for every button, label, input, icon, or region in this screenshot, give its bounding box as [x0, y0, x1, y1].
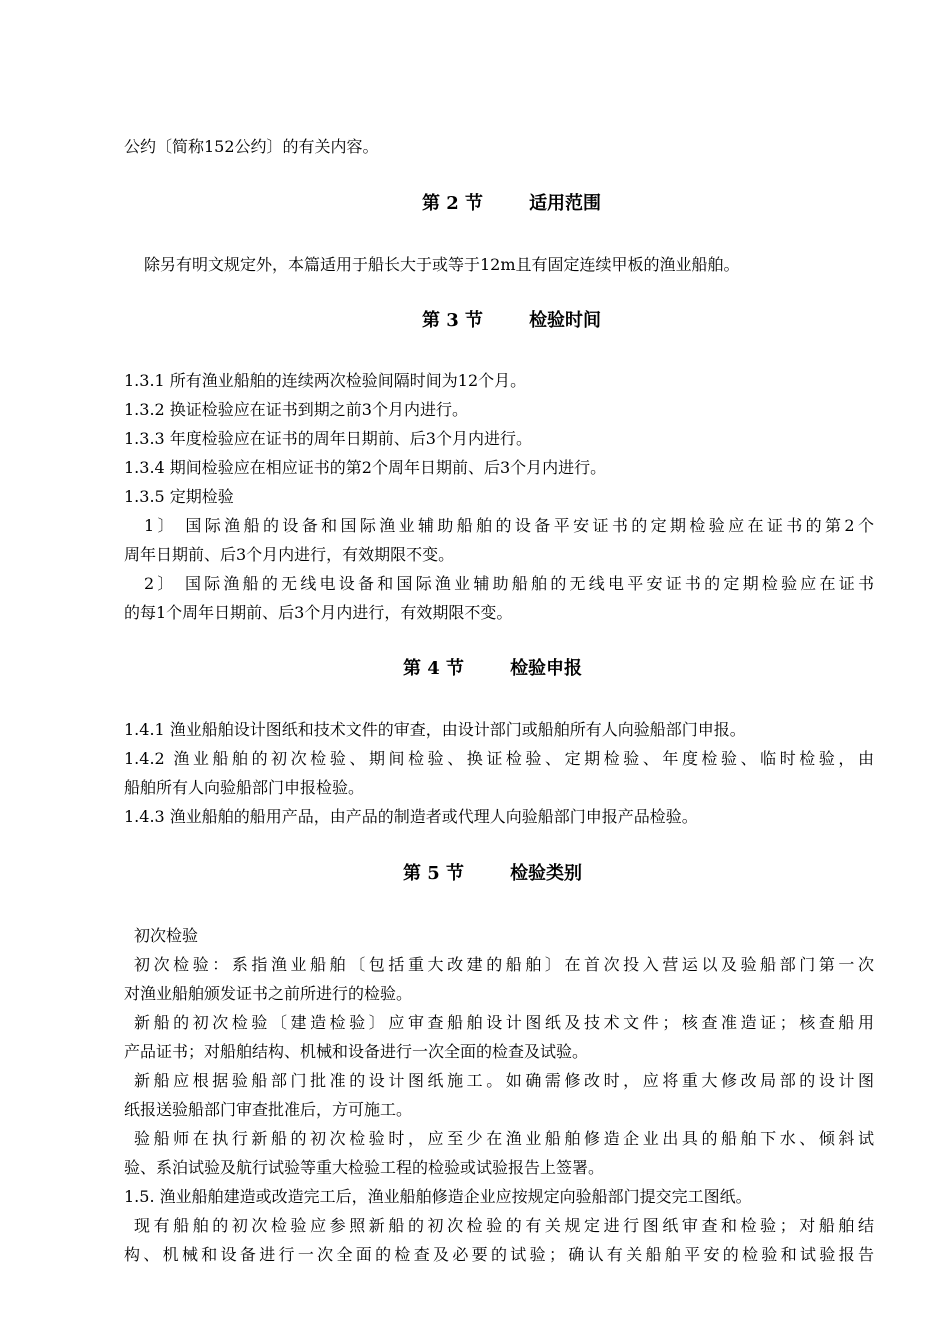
paragraph: 船舶所有人向验船部门申报检验。 — [124, 778, 365, 797]
paragraph: 验船师在执行新船的初次检验时，应至少在渔业船舶修造企业出具的船舶下水、倾斜试 — [134, 1129, 874, 1148]
paragraph: 1.4.3 渔业船舶的船用产品，由产品的制造者或代理人向验船部门申报产品检验。 — [124, 807, 698, 826]
section-heading-2 — [422, 192, 601, 216]
paragraph: 产品证书；对船舶结构、机械和设备进行一次全面的检查及试验。 — [124, 1042, 589, 1061]
paragraph: 对渔业船舶颁发证书之前所进行的检验。 — [124, 984, 413, 1003]
paragraph: 现有船舶的初次检验应参照新船的初次检验的有关规定进行图纸审查和检验；对船舶结 — [134, 1216, 874, 1235]
list-item: 1.3.4 期间检验应在相应证书的第2个周年日期前、后3个月内进行。 — [124, 458, 607, 477]
section-title: 检验申报 — [510, 658, 583, 679]
list-item: 1.3.5 定期检验 — [124, 487, 234, 506]
paragraph: 纸报送验船部门审查批准后，方可施工。 — [124, 1100, 413, 1119]
paragraph: 的每1个周年日期前、后3个月内进行，有效期限不变。 — [124, 603, 513, 622]
section-number: 第 5 节 — [403, 863, 465, 884]
section-heading-3 — [422, 309, 601, 333]
paragraph: 新船应根据验船部门批准的设计图纸施工。如确需修改时，应将重大修改局部的设计图 — [134, 1071, 874, 1090]
paragraph: 除另有明文规定外，本篇适用于船长大于或等于12m且有固定连续甲板的渔业船舶。 — [144, 255, 740, 274]
section-title: 检验时间 — [529, 310, 602, 331]
paragraph: 验、系泊试验及航行试验等重大检验工程的检验或试验报告上签署。 — [124, 1158, 605, 1177]
section-number: 第 3 节 — [422, 310, 484, 331]
section-title: 适用范围 — [529, 193, 602, 214]
section-heading-4 — [403, 657, 582, 681]
section-number: 第 2 节 — [422, 193, 484, 214]
paragraph: 初次检验：系指渔业船舶〔包括重大改建的船舶〕在首次投入营运以及验船部门第一次 — [134, 955, 874, 974]
paragraph: 2〕 国际渔船的无线电设备和国际渔业辅助船舶的无线电平安证书的定期检验应在证书 — [144, 574, 874, 593]
subheading: 初次检验 — [134, 926, 199, 945]
list-item: 1.3.1 所有渔业船舶的连续两次检验间隔时间为12个月。 — [124, 371, 527, 390]
list-item: 1.3.3 年度检验应在证书的周年日期前、后3个月内进行。 — [124, 429, 532, 448]
section-title: 检验类别 — [510, 863, 583, 884]
intro-line: 公约〔简称152公约〕的有关内容。 — [124, 137, 379, 156]
list-item: 1.3.2 换证检验应在证书到期之前3个月内进行。 — [124, 400, 468, 419]
paragraph: 1.4.2 渔业船舶的初次检验、期间检验、换证检验、定期检验、年度检验、临时检验，由 — [124, 749, 874, 768]
paragraph: 1〕 国际渔船的设备和国际渔业辅助船舶的设备平安证书的定期检验应在证书的第2个 — [144, 516, 874, 535]
paragraph: 构、机械和设备进行一次全面的检查及必要的试验；确认有关船舶平安的检验和试验报告 — [124, 1245, 874, 1264]
section-number: 第 4 节 — [403, 658, 465, 679]
paragraph: 周年日期前、后3个月内进行，有效期限不变。 — [124, 545, 455, 564]
section-heading-5 — [403, 862, 582, 886]
paragraph: 新船的初次检验〔建造检验〕应审查船舶设计图纸及技术文件；核查准造证；核查船用 — [134, 1013, 874, 1032]
paragraph: 1.5. 渔业船舶建造或改造完工后，渔业船舶修造企业应按规定向验船部门提交完工图纸。 — [124, 1187, 752, 1206]
paragraph: 1.4.1 渔业船舶设计图纸和技术文件的审查，由设计部门或船舶所有人向验船部门申报。 — [124, 720, 746, 739]
